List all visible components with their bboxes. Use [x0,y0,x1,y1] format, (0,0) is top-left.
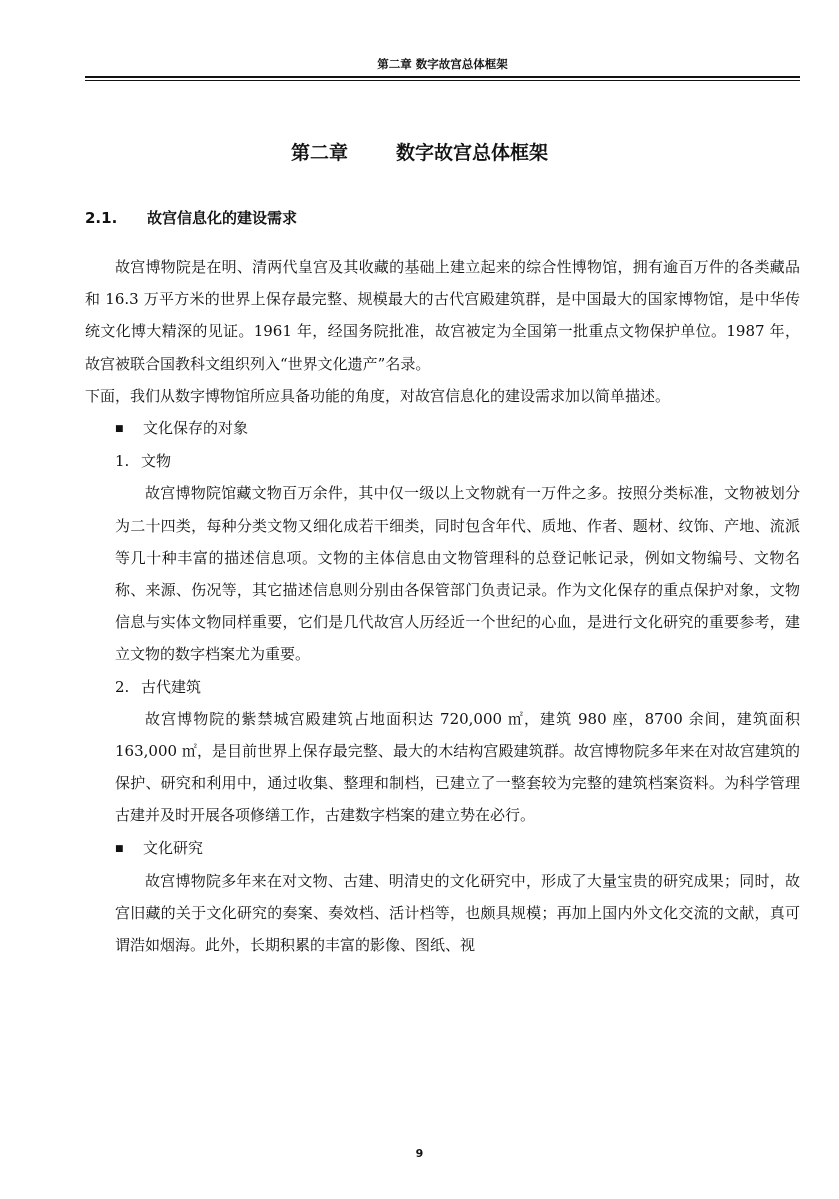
bullet-item [85,412,800,445]
paragraph: 故宫博物院多年来在对文物、古建、明清史的文化研究中，形成了大量宝贵的研究成果；同时，故宫旧藏的关于文化研究的奏案、奏效档、活计档等，也颇具规模；再加上国内外文化交流的文献，真可谓浩如烟海。此外，长期积累的丰富的影像、图纸、视 [115,871,800,955]
bullet-item [85,832,800,865]
body-text [85,251,800,961]
item-number: 2. [115,677,130,696]
numbered-item [85,671,800,703]
header-rule-thick [85,76,800,78]
paragraph: 下面，我们从数字博物馆所应具备功能的角度，对故宫信息化的建设需求加以简单描述。 [85,386,671,405]
bullet-square-icon: ■ [115,424,124,435]
paragraph: 故宫博物院馆藏文物百万余件，其中仅一级以上文物就有一万件之多。按照分类标准，文物被划分为二十四类，每种分类文物又细化成若干细类，同时包含年代、质地、作者、题材、纹饰、产地、流派等几十种丰富的描述信息项。文物的主体信息由文物管理科的总登记帐记录，例如文物编号、文物名称、来源、伤况等，其它描述信息则分别由各保管部门负责记录。作为文化保存的重点保护对象，文物信息与实体文物同样重要，它们是几代故宫人历经近一个世纪的心血，是进行文化研究的重要参考，建立文物的数字档案尤为重要。 [115,484,800,664]
item-number: 1. [115,452,130,471]
item-text: 古代建筑 [141,677,202,696]
page-number: 9 [415,1147,424,1160]
chapter-label: 第二章 [290,142,348,164]
running-header: 第二章 数字故宫总体框架 [377,57,508,71]
numbered-item [85,445,800,477]
section-title: 故宫信息化的建设需求 [147,209,298,227]
bullet-square-icon: ■ [115,843,124,854]
bullet-text: 文化研究 [143,838,204,857]
section-heading [85,207,297,229]
chapter-title [0,140,839,166]
paragraph: 故宫博物院的紫禁城宫殿建筑占地面积达 720,000 ㎡，建筑 980 座，8700 余间，建筑面积 163,000 ㎡，是目前世界上保存最完整、最大的木结构宫殿建筑群。故宫博物院多年来在对故宫建筑的保护、研究和利用中，通过收集、整理和制档，已建立了一整套较为完整的建筑档案资料。为科学管理古建并及时开展各项修缮工作，古建数字档案的建立势在必行。 [115,709,800,825]
paragraph: 故宫博物院是在明、清两代皇宫及其收藏的基础上建立起来的综合性博物馆，拥有逾百万件的各类藏品和 16.3 万平方米的世界上保存最完整、规模最大的古代宫殿建筑群，是中国最大的国家博物馆，是中华传统文化博大精深的见证。1961 年，经国务院批准，故宫被定为全国第一批重点文物保护单位。1987 年，故宫被联合国教科文组织列入“世界文化遗产”名录。 [85,258,800,373]
item-text: 文物 [141,452,172,471]
bullet-text: 文化保存的对象 [143,419,249,438]
chapter-name: 数字故宫总体框架 [396,142,549,164]
header-rule-thin [85,80,800,81]
section-number: 2.1. [85,209,118,227]
